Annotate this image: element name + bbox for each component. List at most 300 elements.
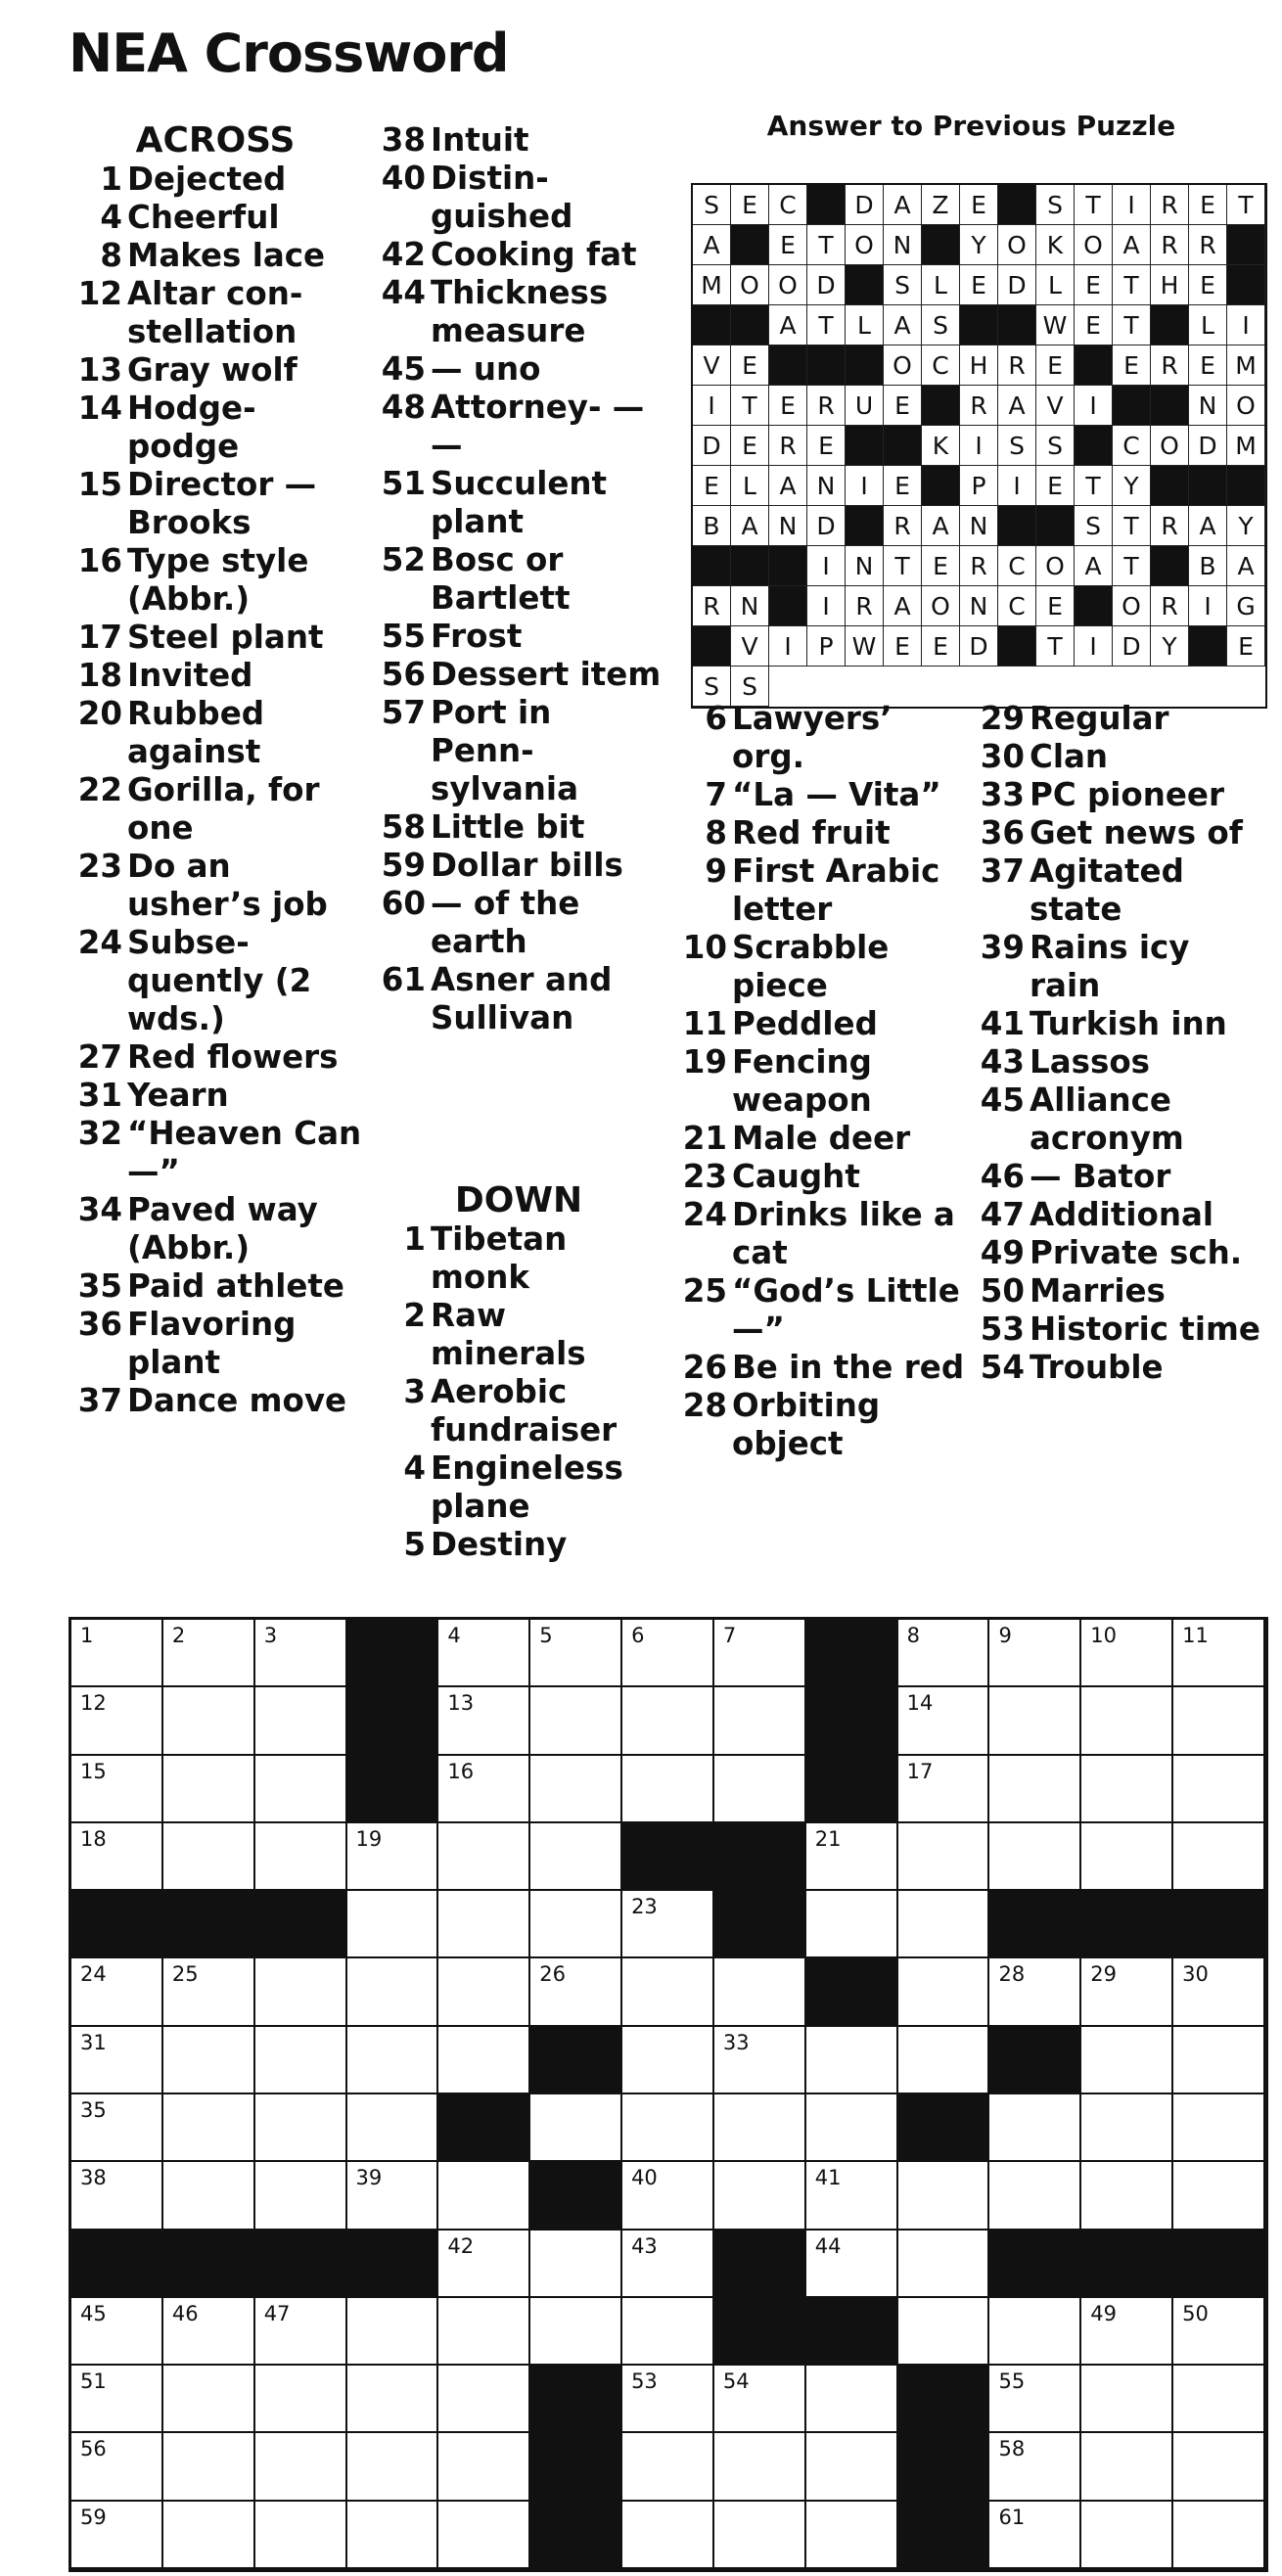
grid-cell[interactable] [1173,2502,1265,2569]
down-clue-25[interactable] [673,1272,967,1349]
grid-cell[interactable] [898,2027,990,2094]
grid-cell[interactable] [71,2027,163,2094]
cell-number: 50 [1182,2301,1209,2325]
black-square [806,1958,898,2026]
across-clue-16[interactable] [69,542,362,619]
down-clue-30[interactable] [971,738,1264,776]
across-clue-24[interactable] [69,924,362,1038]
across-clue-34[interactable] [69,1191,362,1267]
grid-cell[interactable] [622,2027,714,2094]
clue-number: 10 [682,929,727,966]
across-clue-15[interactable] [69,466,362,542]
clue-text: Raw minerals [431,1297,586,1372]
grid-cell[interactable] [71,1620,163,1687]
grid-cell[interactable] [438,1823,530,1891]
clue-number: 56 [381,656,426,693]
grid-cell[interactable] [530,1958,622,2026]
clue-number: 61 [381,961,426,998]
down-clue-3[interactable] [372,1373,665,1449]
grid-cell[interactable] [714,1756,806,1823]
down-clue-2[interactable] [372,1297,665,1373]
grid-cell[interactable] [989,2094,1081,2162]
across-clue-12[interactable] [69,275,362,351]
down-clue-26[interactable] [673,1349,967,1387]
clue-text: Marries [1030,1272,1166,1310]
grid-cell[interactable] [989,2366,1081,2433]
black-square [989,2027,1081,2094]
prev-answer-cell: E [922,626,960,667]
prev-answer-cell: M [693,265,731,305]
down-clue-9[interactable] [673,852,967,929]
black-square [1173,2231,1265,2298]
down-clue-23[interactable] [673,1158,967,1196]
grid-cell[interactable] [163,1756,255,1823]
grid-cell[interactable] [347,2366,439,2433]
grid-cell[interactable] [71,1756,163,1823]
clue-number: 52 [381,541,426,578]
grid-cell[interactable] [347,2162,439,2230]
down-clue-28[interactable] [673,1387,967,1463]
down-clue-39[interactable] [971,929,1264,1005]
grid-cell[interactable] [806,1823,898,1891]
prev-answer-cell: R [1151,586,1189,626]
grid-cell[interactable] [255,2027,347,2094]
grid-cell[interactable] [714,2366,806,2433]
prev-answer-cell: E [960,185,998,225]
prev-answer-cell: A [1075,546,1113,586]
grid-cell[interactable] [1081,1687,1173,1755]
grid-cell[interactable] [714,2433,806,2501]
down-clue-10[interactable] [673,929,967,1005]
across-clue-1[interactable] [69,161,362,199]
grid-cell[interactable] [989,1687,1081,1755]
clue-number: 45 [381,350,426,388]
prev-answer-cell: I [769,626,807,667]
grid-cell[interactable] [347,2027,439,2094]
clue-number: 14 [77,390,122,427]
grid-cell[interactable] [989,2298,1081,2366]
grid-cell[interactable] [71,2094,163,2162]
grid-cell[interactable] [989,1620,1081,1687]
grid-cell[interactable] [163,2094,255,2162]
prev-black-square [769,586,807,626]
crossword-grid[interactable] [69,1617,1268,2572]
grid-cell[interactable] [714,2027,806,2094]
prev-answer-cell: U [846,386,884,426]
grid-cell[interactable] [71,2502,163,2569]
prev-answer-cell: D [846,185,884,225]
grid-cell[interactable] [806,2366,898,2433]
down-clue-43[interactable] [971,1043,1264,1081]
across-clue-37[interactable] [69,1382,362,1420]
grid-cell[interactable] [163,2502,255,2569]
grid-cell[interactable] [989,1823,1081,1891]
down-column-2 [673,700,967,1463]
grid-cell[interactable] [71,2433,163,2501]
prev-answer-cell: N [807,466,846,506]
grid-cell[interactable] [163,1687,255,1755]
grid-cell[interactable] [347,2298,439,2366]
down-clue-1[interactable] [372,1220,665,1297]
grid-cell[interactable] [347,2094,439,2162]
across-clue-40[interactable] [372,160,665,236]
previous-answer-caption: Answer to Previous Puzzle [766,110,1176,142]
grid-cell[interactable] [255,2366,347,2433]
grid-cell[interactable] [163,2433,255,2501]
grid-cell[interactable] [622,2162,714,2230]
clue-number: 47 [980,1196,1025,1233]
grid-cell[interactable] [163,1958,255,2026]
across-clue-31[interactable] [69,1077,362,1115]
down-clue-53[interactable] [971,1311,1264,1349]
down-clue-46[interactable] [971,1158,1264,1196]
across-clue-61[interactable] [372,961,665,1037]
grid-cell[interactable] [1081,2502,1173,2569]
prev-answer-cell: I [693,386,731,426]
clue-number: 23 [682,1158,727,1195]
clue-text: Flavoring plant [127,1306,297,1381]
grid-cell[interactable] [714,2502,806,2569]
grid-cell[interactable] [622,2094,714,2162]
across-clue-17[interactable] [69,619,362,657]
grid-cell[interactable] [806,2502,898,2569]
grid-cell[interactable] [438,1756,530,1823]
grid-cell[interactable] [71,1958,163,2026]
clue-text: Engineless plane [431,1449,623,1525]
prev-answer-cell: S [884,265,922,305]
grid-cell[interactable] [898,2298,990,2366]
grid-cell[interactable] [163,2298,255,2366]
down-clue-7[interactable] [673,776,967,814]
grid-cell[interactable] [989,2162,1081,2230]
grid-cell[interactable] [989,1958,1081,2026]
grid-cell[interactable] [438,2027,530,2094]
grid-cell[interactable] [163,1620,255,1687]
grid-cell[interactable] [1081,1620,1173,1687]
grid-cell[interactable] [438,2231,530,2298]
grid-cell[interactable] [622,1756,714,1823]
grid-cell[interactable] [806,1891,898,1958]
across-clue-59[interactable] [372,847,665,885]
prev-answer-cell: O [846,225,884,265]
across-clue-52[interactable] [372,541,665,618]
grid-cell[interactable] [438,1958,530,2026]
across-clue-45[interactable] [372,350,665,389]
grid-cell[interactable] [1081,1823,1173,1891]
grid-cell[interactable] [255,1756,347,1823]
prev-answer-cell: I [1075,386,1113,426]
grid-cell[interactable] [530,2231,622,2298]
cell-number: 35 [80,2097,107,2122]
grid-cell[interactable] [163,2027,255,2094]
black-square [714,1891,806,1958]
grid-cell[interactable] [438,2366,530,2433]
cell-number: 43 [631,2233,658,2258]
grid-cell[interactable] [530,1687,622,1755]
cell-number: 10 [1090,1624,1118,1647]
grid-cell[interactable] [1173,1823,1265,1891]
grid-cell[interactable] [989,2502,1081,2569]
grid-cell[interactable] [255,1958,347,2026]
prev-black-square [807,185,846,225]
grid-cell[interactable] [347,2433,439,2501]
grid-cell[interactable] [898,1620,990,1687]
clue-number: 19 [682,1043,727,1081]
down-clue-37[interactable] [971,852,1264,929]
grid-cell[interactable] [898,1958,990,2026]
clue-text: Dance move [127,1382,347,1419]
grid-cell[interactable] [71,2366,163,2433]
grid-cell[interactable] [622,2298,714,2366]
grid-cell[interactable] [163,1823,255,1891]
prev-black-square [731,305,769,345]
prev-answer-cell: O [731,265,769,305]
grid-cell[interactable] [163,2366,255,2433]
grid-cell[interactable] [1173,2433,1265,2501]
cell-number: 39 [355,2166,383,2190]
grid-cell[interactable] [1081,2433,1173,2501]
prev-answer-cell: O [1075,225,1113,265]
down-clue-24[interactable] [673,1196,967,1272]
grid-cell[interactable] [255,2433,347,2501]
prev-black-square [1151,305,1189,345]
grid-cell[interactable] [255,2502,347,2569]
grid-cell[interactable] [1173,2027,1265,2094]
grid-cell[interactable] [1081,2366,1173,2433]
clue-number: 1 [100,161,122,198]
grid-cell[interactable] [898,1823,990,1891]
grid-cell[interactable] [1173,2162,1265,2230]
clue-text: Succulent plant [431,465,608,540]
across-clue-14[interactable] [69,390,362,466]
grid-cell[interactable] [1081,2027,1173,2094]
across-clue-20[interactable] [69,695,362,771]
across-clue-42[interactable] [372,236,665,274]
prev-answer-cell: V [693,345,731,386]
grid-cell[interactable] [1081,1958,1173,2026]
cell-number: 58 [998,2437,1026,2461]
down-clue-6[interactable] [673,700,967,776]
clue-text: Attorney- — — [431,389,645,464]
grid-cell[interactable] [898,1756,990,1823]
grid-cell[interactable] [1173,2298,1265,2366]
grid-cell[interactable] [989,2433,1081,2501]
grid-cell[interactable] [530,2298,622,2366]
grid-cell[interactable] [806,2231,898,2298]
down-clue-4[interactable] [372,1449,665,1526]
down-clue-50[interactable] [971,1272,1264,1311]
grid-cell[interactable] [622,2502,714,2569]
grid-cell[interactable] [622,1620,714,1687]
grid-cell[interactable] [438,1891,530,1958]
prev-answer-cell: A [1113,225,1151,265]
clue-number: 24 [77,924,122,961]
grid-cell[interactable] [530,2094,622,2162]
down-clue-33[interactable] [971,776,1264,814]
grid-cell[interactable] [1173,2094,1265,2162]
grid-cell[interactable] [438,1687,530,1755]
cell-number: 15 [80,1759,107,1783]
grid-cell[interactable] [71,2162,163,2230]
cell-number: 59 [80,2505,107,2529]
across-clue-32[interactable] [69,1115,362,1191]
grid-cell[interactable] [255,2298,347,2366]
grid-cell[interactable] [71,2298,163,2366]
clue-number: 22 [77,771,122,808]
across-clue-48[interactable] [372,389,665,465]
grid-cell[interactable] [255,1687,347,1755]
cell-number: 9 [998,1624,1012,1647]
across-clue-57[interactable] [372,694,665,808]
grid-cell[interactable] [898,1687,990,1755]
grid-cell[interactable] [898,1891,990,1958]
black-square [714,1823,806,1891]
prev-answer-cell: A [998,386,1036,426]
grid-cell[interactable] [1081,2298,1173,2366]
down-clue-45[interactable] [971,1081,1264,1158]
grid-cell[interactable] [347,1958,439,2026]
grid-cell[interactable] [1081,2094,1173,2162]
cell-number: 55 [998,2369,1026,2394]
grid-cell[interactable] [1173,1687,1265,1755]
prev-answer-cell: E [731,185,769,225]
clue-number: 18 [77,657,122,694]
grid-cell[interactable] [530,1620,622,1687]
down-clue-11[interactable] [673,1005,967,1043]
grid-cell[interactable] [1173,1958,1265,2026]
prev-black-square [1227,225,1265,265]
grid-cell[interactable] [622,1891,714,1958]
across-clue-58[interactable] [372,808,665,847]
grid-cell[interactable] [806,2433,898,2501]
across-clue-35[interactable] [69,1267,362,1306]
grid-cell[interactable] [898,2231,990,2298]
down-clue-8[interactable] [673,814,967,852]
grid-cell[interactable] [163,2162,255,2230]
across-clue-56[interactable] [372,656,665,694]
across-clue-36[interactable] [69,1306,362,1382]
cell-number: 14 [906,1691,934,1716]
prev-answer-cell: L [922,265,960,305]
grid-cell[interactable] [898,2162,990,2230]
down-clue-5[interactable] [372,1526,665,1564]
cell-number: 18 [80,1826,107,1851]
grid-cell[interactable] [622,2231,714,2298]
across-clue-60[interactable] [372,885,665,961]
grid-cell[interactable] [255,2094,347,2162]
grid-cell[interactable] [622,2366,714,2433]
grid-cell[interactable] [255,1620,347,1687]
down-clue-41[interactable] [971,1005,1264,1043]
grid-cell[interactable] [622,2433,714,2501]
grid-cell[interactable] [438,2502,530,2569]
clue-text: Turkish inn [1030,1005,1227,1042]
cell-number: 3 [263,1624,278,1647]
prev-answer-cell: E [1227,626,1265,667]
grid-cell[interactable] [255,2162,347,2230]
grid-cell[interactable] [530,1823,622,1891]
grid-cell[interactable] [622,1687,714,1755]
clue-text: Cheerful [127,199,280,236]
grid-cell[interactable] [347,1891,439,1958]
grid-cell[interactable] [71,1687,163,1755]
across-clue-22[interactable] [69,771,362,848]
grid-cell[interactable] [255,1823,347,1891]
grid-cell[interactable] [71,1823,163,1891]
grid-cell[interactable] [989,1756,1081,1823]
grid-cell[interactable] [1081,2162,1173,2230]
black-square [1081,2231,1173,2298]
prev-answer-cell: E [769,225,807,265]
prev-answer-cell: V [731,626,769,667]
prev-answer-cell: A [769,305,807,345]
across-clue-38[interactable] [372,121,665,160]
black-square [163,1891,255,1958]
grid-cell[interactable] [714,1958,806,2026]
grid-cell[interactable] [530,1756,622,1823]
prev-answer-cell: A [884,305,922,345]
grid-cell[interactable] [530,1891,622,1958]
down-clue-19[interactable] [673,1043,967,1120]
down-clue-49[interactable] [971,1234,1264,1272]
grid-cell[interactable] [347,1823,439,1891]
clue-number: 7 [705,776,727,813]
grid-cell[interactable] [714,2162,806,2230]
across-clue-18[interactable] [69,657,362,695]
down-clue-21[interactable] [673,1120,967,1158]
clue-number: 30 [980,738,1025,775]
grid-cell[interactable] [622,1958,714,2026]
grid-cell[interactable] [806,2162,898,2230]
prev-answer-cell: S [998,426,1036,466]
grid-cell[interactable] [714,1620,806,1687]
grid-cell[interactable] [1081,1756,1173,1823]
clue-text: Aerobic fundraiser [431,1373,618,1449]
across-clue-51[interactable] [372,465,665,541]
grid-cell[interactable] [438,2298,530,2366]
clue-text: — of the earth [431,885,580,960]
down-clue-47[interactable] [971,1196,1264,1234]
across-clue-44[interactable] [372,274,665,350]
prev-black-square [846,265,884,305]
grid-cell[interactable] [1173,1756,1265,1823]
cell-number: 45 [80,2301,107,2325]
grid-cell[interactable] [714,1687,806,1755]
grid-cell[interactable] [438,1620,530,1687]
down-clue-36[interactable] [971,814,1264,852]
prev-black-square [1189,466,1227,506]
across-clue-4[interactable] [69,199,362,237]
grid-cell[interactable] [347,2502,439,2569]
cell-number: 61 [998,2505,1026,2529]
across-clue-13[interactable] [69,351,362,390]
across-clue-8[interactable] [69,237,362,275]
grid-cell[interactable] [714,2094,806,2162]
grid-cell[interactable] [806,2094,898,2162]
grid-cell[interactable] [438,2162,530,2230]
prev-answer-cell: N [1189,386,1227,426]
grid-cell[interactable] [1173,2366,1265,2433]
grid-cell[interactable] [806,2027,898,2094]
grid-cell[interactable] [1173,1620,1265,1687]
prev-answer-cell: S [922,305,960,345]
prev-answer-cell: T [1113,546,1151,586]
across-clue-23[interactable] [69,848,362,924]
across-clue-27[interactable] [69,1038,362,1077]
grid-cell[interactable] [438,2433,530,2501]
across-clue-55[interactable] [372,618,665,656]
down-clue-54[interactable] [971,1349,1264,1387]
